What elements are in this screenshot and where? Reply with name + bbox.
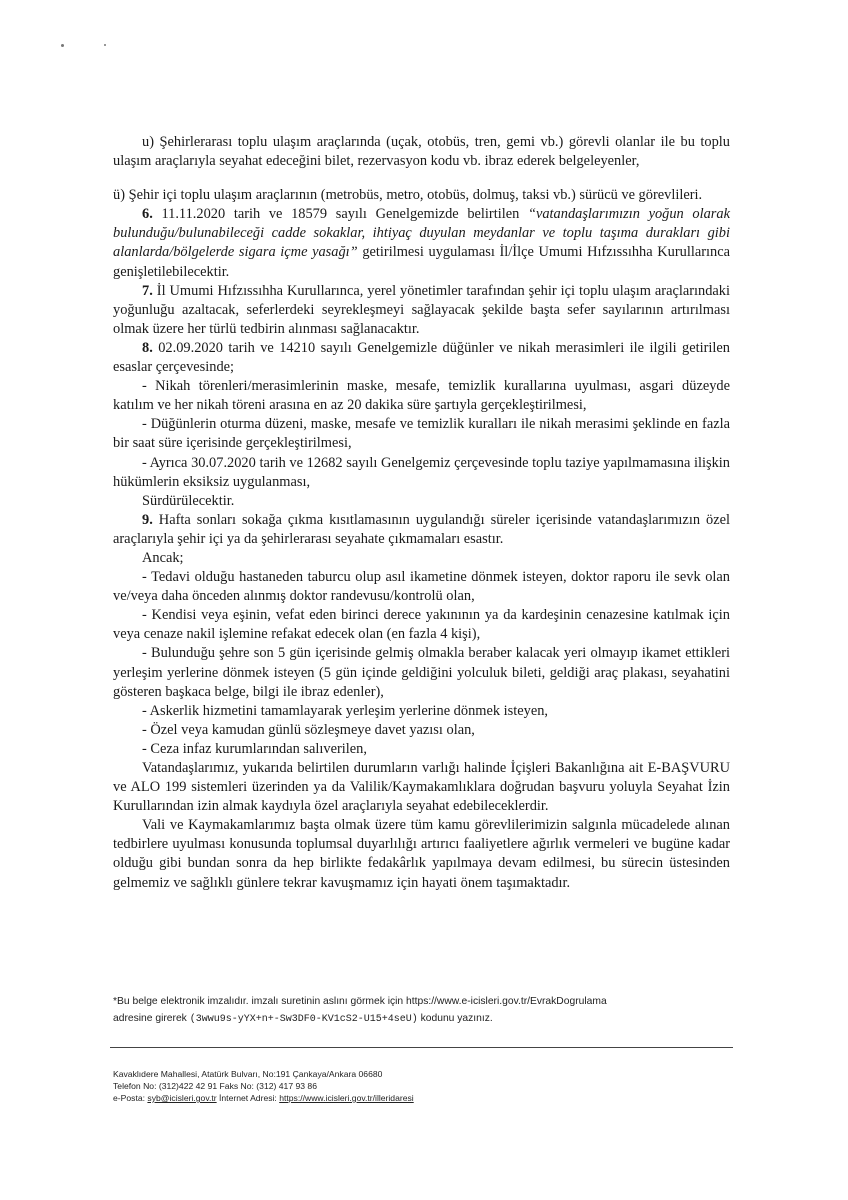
item-6: 6. 11.11.2020 tarih ve 18579 sayılı Genelgemizde belirtilen “vatandaşlarımızın yoğun olarak bulunduğu/bulunabileceği cadde sokaklar, ihtiyaç duyulan meydanlar ve toplu taşıma durakları gibi alanlarda/bölgelerde sigara içme yasağı” getirilmesi uygulaması İl/İlçe Umumi Hıfzıssıhha Kurullarınca genişletilebilecektir. (113, 206, 730, 280)
item-number: 9. (142, 511, 153, 528)
item-number: 8. (142, 339, 153, 356)
document-body (113, 133, 730, 893)
list-item: - Ceza infaz kurumlarından salıverilen, (142, 740, 367, 757)
scan-speck (61, 44, 64, 47)
note-line: adresine girerek (3wwu9s-yYX+n+-Sw3DF0-KV1cS2-U15+4seU) kodunu yazınız. (113, 1013, 493, 1025)
list-item: - Özel veya kamudan günlü sözleşmeye davet yazısı olan, (142, 721, 475, 738)
item-number: 6. (142, 206, 153, 223)
list-item: - Düğünlerin oturma düzeni, maske, mesafe ve temizlik kuralları ile nikah merasimi şeklinde en fazla bir saat süre içerisinde gerçekleştirilmesi, (113, 416, 730, 452)
paragraph-u-umlaut: ü) Şehir içi toplu ulaşım araçlarının (metrobüs, metro, otobüs, dolmuş, taksi vb.) sürücü ve görevlileri. (113, 187, 703, 204)
footer (113, 1068, 733, 1104)
list-item: - Kendisi veya eşinin, vefat eden birinci derece yakınının ya da kardeşinin cenazesine katılmak için veya cenaze nakil işlemine refakat edecek olan (en fazla 4 kişi), (113, 607, 730, 643)
item-9: 9. Hafta sonları sokağa çıkma kısıtlamasının uygulandığı süreler içerisinde vatandaşlarımızın özel araçlarıyla şehir içi ya da şehirlerarası seyahate çıkmamaları esastır. (113, 511, 730, 547)
list-item: - Nikah törenleri/merasimlerinin maske, mesafe, temizlik kurallarına uyulması, asgari düzeyde katılım ve her nikah töreni arasına en az 20 dakika süre şartıyla gerçekleştirilmesi, (113, 378, 730, 414)
list-item: - Ayrıca 30.07.2020 tarih ve 12682 sayılı Genelgemiz çerçevesinde toplu taziye yapılmamasına ilişkin hükümlerin eksiksiz uygulanması, (113, 454, 730, 490)
exception-intro: Ancak; (142, 549, 184, 566)
list-item: - Askerlik hizmetini tamamlayarak yerleşim yerlerine dönmek isteyen, (142, 702, 549, 719)
website-link[interactable]: https://www.icisleri.gov.tr/illeridaresi (279, 1093, 414, 1103)
list-item: - Tedavi olduğu hastaneden taburcu olup asıl ikametine dönmek isteyen, doktor raporu ile sevk olan ve/veya daha önceden alınmış doktor randevusu/kontrolü olan, (113, 569, 730, 605)
footer-phone: Telefon No: (312)422 42 91 Faks No: (312) 417 93 86 (113, 1081, 317, 1091)
item-8: 8. 02.09.2020 tarih ve 14210 sayılı Genelgemizle düğünler ve nikah merasimleri ile ilgili getirilen esaslar çerçevesinde; (113, 339, 730, 376)
item-number: 7. (142, 282, 153, 299)
verification-code: (3wwu9s-yYX+n+-Sw3DF0-KV1cS2-U15+4seU) (189, 1014, 418, 1025)
paragraph: Vali ve Kaymakamlarımız başta olmak üzere tüm kamu görevlilerimizin salgınla mücadelede alınan tedbirlere uyulması konusunda toplumsal duyarlılığı artırıcı faaliyetlere ağırlık vermeleri ve bugüne kadar olduğu gibi bundan sonra da hep birlikte fedakârlık yapılmaya devam edilmesi, bu sürecin üstesinden gelmemiz ve sağlıklı günlere tekrar kavuşmamız için hayati önem taşımaktadır. (113, 817, 730, 891)
quoted-text: “vatandaşlarımızın yoğun olarak bulunduğu/bulunabileceği cadde sokaklar, ihtiyaç duyulan meydanlar ve toplu taşıma durakları gibi alanlarda/bölgelerde sigara içme yasağı” (113, 206, 730, 261)
footer-address: Kavaklıdere Mahallesi, Atatürk Bulvarı, No:191 Çankaya/Ankara 06680 (113, 1069, 383, 1079)
footer-divider (110, 1047, 733, 1048)
e-signature-note (113, 993, 733, 1028)
paragraph-u: u) Şehirlerarası toplu ulaşım araçlarında (uçak, otobüs, tren, gemi vb.) görevli olanlar ile bu toplu ulaşım araçlarıyla seyahat edeceğini bilet, rezervasyon kodu vb. ibraz ederek belgeleyenler, (113, 134, 730, 170)
footer-contact: e-Posta: syb@icisleri.gov.tr İnternet Adresi: https://www.icisleri.gov.tr/illeridaresi (113, 1093, 414, 1103)
item-7: 7. İl Umumi Hıfzıssıhha Kurullarınca, yerel yönetimler tarafından şehir içi toplu ulaşım araçlarındaki yoğunluğu azaltacak, seferlerdeki seyrekleşmeyi sağlayacak şekilde başta sefer sayılarının artırılması olmak üzere her türlü tedbirin alınması sağlanacaktır. (113, 282, 730, 337)
note-line: *Bu belge elektronik imzalıdır. imzalı suretinin aslını görmek için https://www.e-icisleri.gov.tr/EvrakDogrulama (113, 996, 607, 1007)
list-item: - Bulunduğu şehre son 5 gün içerisinde gelmiş olmakla beraber kalacak yeri olmayıp ikamet ettikleri yerleşim yerlerine dönmek isteyen (5 gün içinde geldiğini yolculuk bileti, geldiği araç plakası, seyahatini gösteren başkaca belge, bilgi ile ibraz edenler), (113, 645, 730, 700)
paragraph: Vatandaşlarımız, yukarıda belirtilen durumların varlığı halinde İçişleri Bakanlığına ait E-BAŞVURU ve ALO 199 sistemleri üzerinden ya da Valilik/Kaymakamlıklara doğrudan başvuru yoluyla Seyahat İzin Kurullarından izin almak kaydıyla özel araçlarıyla seyahat edebileceklerdir. (113, 760, 730, 815)
scan-speck (104, 44, 106, 46)
closing-line: Sürdürülecektir. (142, 492, 235, 509)
email-link[interactable]: syb@icisleri.gov.tr (147, 1093, 217, 1103)
